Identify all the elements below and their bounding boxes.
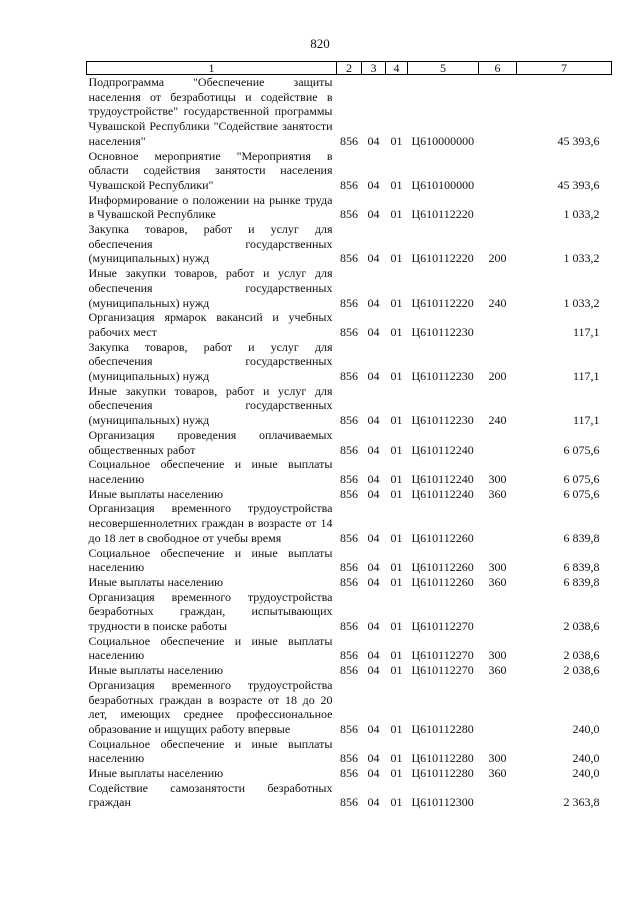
row-name: Организация временного трудоустройства безработных граждан, испытывающих трудности в поиске работы [88, 589, 333, 634]
row-name: Организация временного трудоустройства безработных граждан в возрасте от 18 до 20 лет, имеющих среднее профессиональное образование и ищущих работу впервые [88, 677, 333, 736]
row-section-code: 04 [367, 295, 380, 310]
row-ministry-code: 856 [340, 766, 358, 781]
table-row [87, 222, 612, 266]
row-ministry-code: 856 [340, 413, 358, 428]
header-col-2: 2 [337, 62, 362, 75]
row-name: Содействие самозанятости безработных граждан [88, 780, 333, 810]
row-amount: 6 075,6 [563, 471, 600, 486]
row-section-code: 04 [367, 663, 380, 678]
header-col-5: 5 [408, 62, 479, 75]
row-ministry-code: 856 [340, 560, 358, 575]
table-row [87, 663, 612, 678]
row-amount: 2 038,6 [563, 619, 600, 634]
row-expense-type: 300 [488, 751, 507, 766]
row-amount: 240,0 [572, 751, 600, 766]
row-section-code: 04 [367, 721, 380, 736]
row-subsection-code: 01 [390, 251, 403, 266]
row-subsection-code: 01 [390, 574, 403, 589]
row-subsection-code: 01 [390, 369, 403, 384]
row-section-code: 04 [367, 486, 380, 501]
table-row [87, 590, 612, 634]
row-ministry-code: 856 [340, 369, 358, 384]
row-ministry-code: 856 [340, 574, 358, 589]
row-section-code: 04 [367, 442, 380, 457]
row-expense-type [479, 781, 517, 810]
row-subsection-code: 01 [390, 530, 403, 545]
row-section-code: 04 [367, 619, 380, 634]
header-col-7: 7 [517, 62, 612, 75]
row-section-code: 04 [367, 648, 380, 663]
row-target-article: Ц610112220 [411, 295, 474, 310]
row-expense-type: 240 [488, 295, 507, 310]
row-ministry-code: 856 [340, 295, 358, 310]
row-subsection-code: 01 [390, 324, 403, 339]
row-amount: 6 839,8 [563, 560, 600, 575]
row-amount: 6 839,8 [563, 574, 600, 589]
row-name: Организация ярмарок вакансий и учебных рабочих мест [88, 310, 333, 339]
row-name: Основное мероприятие "Мероприятия в области содействия занятости населения Чувашской Республики" [88, 148, 333, 192]
row-target-article: Ц610112270 [411, 619, 474, 634]
row-subsection-code: 01 [390, 486, 403, 501]
row-section-code: 04 [367, 560, 380, 575]
row-section-code: 04 [367, 751, 380, 766]
table-row [87, 501, 612, 545]
row-expense-type: 300 [488, 560, 507, 575]
row-target-article: Ц610112280 [411, 751, 474, 766]
table-row [87, 266, 612, 310]
row-target-article: Ц610112270 [411, 663, 474, 678]
row-amount: 45 393,6 [557, 177, 600, 192]
row-amount: 1 033,2 [563, 295, 600, 310]
row-name: Иные закупки товаров, работ и услуг для обеспечения государственных (муниципальных) нужд [88, 383, 333, 428]
row-expense-type [479, 193, 517, 222]
row-name: Социальное обеспечение и иные выплаты населению [88, 457, 333, 486]
row-section-code: 04 [367, 177, 380, 192]
page-number: 820 [310, 36, 330, 51]
table-row [87, 193, 612, 222]
row-amount: 2 363,8 [563, 795, 600, 810]
row-subsection-code: 01 [390, 648, 403, 663]
row-expense-type: 300 [488, 648, 507, 663]
row-expense-type: 240 [488, 413, 507, 428]
row-target-article: Ц610112260 [411, 530, 474, 545]
row-expense-type [479, 590, 517, 634]
header-col-6: 6 [479, 62, 517, 75]
row-amount: 2 038,6 [563, 663, 600, 678]
row-name: Закупка товаров, работ и услуг для обеспечения государственных (муниципальных) нужд [88, 339, 333, 384]
row-expense-type [479, 501, 517, 545]
row-ministry-code: 856 [340, 530, 358, 545]
row-expense-type: 300 [488, 471, 507, 486]
row-section-code: 04 [367, 369, 380, 384]
row-amount: 117,1 [572, 324, 600, 339]
row-subsection-code: 01 [390, 177, 403, 192]
row-section-code: 04 [367, 413, 380, 428]
table-row [87, 737, 612, 766]
row-name: Иные выплаты населению [88, 663, 224, 678]
row-expense-type: 360 [488, 663, 507, 678]
row-name: Информирование о положении на рынке труда в Чувашской Республике [88, 192, 333, 222]
row-amount: 1 033,2 [563, 207, 600, 222]
row-section-code: 04 [367, 530, 380, 545]
row-target-article: Ц610112240 [411, 471, 474, 486]
row-section-code: 04 [367, 133, 380, 148]
row-amount: 117,1 [572, 413, 600, 428]
row-ministry-code: 856 [340, 251, 358, 266]
row-target-article: Ц610112260 [411, 560, 474, 575]
row-expense-type: 360 [488, 766, 507, 781]
row-expense-type: 360 [488, 486, 507, 501]
row-subsection-code: 01 [390, 442, 403, 457]
table-header-row [87, 62, 612, 75]
row-name: Иные выплаты населению [88, 486, 224, 501]
row-expense-type [479, 149, 517, 193]
row-amount: 6 839,8 [563, 530, 600, 545]
row-target-article: Ц610112230 [411, 413, 474, 428]
row-ministry-code: 856 [340, 795, 358, 810]
table-row [87, 487, 612, 502]
row-ministry-code: 856 [340, 471, 358, 486]
row-name: Подпрограмма "Обеспечение защиты населения от безработицы и содействие в трудоустройстве" государственной программы Чувашской Республики "Содействие занятости населения" [88, 75, 333, 148]
row-section-code: 04 [367, 324, 380, 339]
row-subsection-code: 01 [390, 721, 403, 736]
row-expense-type [479, 310, 517, 339]
table-body [87, 75, 612, 811]
row-name: Организация временного трудоустройства несовершеннолетних граждан в возрасте от 14 до 18 лет в свободное от учебы время [88, 501, 333, 545]
row-subsection-code: 01 [390, 560, 403, 575]
row-target-article: Ц610000000 [411, 133, 475, 148]
row-amount: 1 033,2 [563, 251, 600, 266]
table-row [87, 634, 612, 663]
table-row [87, 428, 612, 457]
row-name: Иные выплаты населению [88, 766, 224, 781]
row-expense-type [479, 75, 517, 149]
row-target-article: Ц610112300 [411, 795, 474, 810]
row-section-code: 04 [367, 766, 380, 781]
row-subsection-code: 01 [390, 295, 403, 310]
row-section-code: 04 [367, 795, 380, 810]
table-row [87, 546, 612, 575]
row-section-code: 04 [367, 574, 380, 589]
row-section-code: 04 [367, 207, 380, 222]
row-ministry-code: 856 [340, 324, 358, 339]
row-target-article: Ц610112230 [411, 369, 474, 384]
row-subsection-code: 01 [390, 413, 403, 428]
row-target-article: Ц610112260 [411, 574, 474, 589]
row-ministry-code: 856 [340, 207, 358, 222]
row-amount: 2 038,6 [563, 648, 600, 663]
header-col-4: 4 [386, 62, 408, 75]
row-subsection-code: 01 [390, 766, 403, 781]
row-name: Социальное обеспечение и иные выплаты населению [88, 736, 333, 766]
row-ministry-code: 856 [340, 648, 358, 663]
row-ministry-code: 856 [340, 177, 358, 192]
row-amount: 6 075,6 [563, 486, 600, 501]
table-row [87, 75, 612, 149]
row-target-article: Ц610112270 [411, 648, 474, 663]
table-row [87, 766, 612, 781]
row-target-article: Ц610112240 [411, 486, 474, 501]
row-section-code: 04 [367, 251, 380, 266]
row-subsection-code: 01 [390, 471, 403, 486]
table-row [87, 384, 612, 428]
row-expense-type: 200 [488, 251, 507, 266]
row-expense-type: 360 [488, 574, 507, 589]
table-row [87, 310, 612, 339]
table-row [87, 457, 612, 486]
row-name: Социальное обеспечение и иные выплаты населению [88, 633, 333, 663]
row-amount: 240,0 [572, 721, 600, 736]
row-amount: 117,1 [572, 369, 600, 384]
header-col-1: 1 [87, 62, 337, 75]
row-section-code: 04 [367, 471, 380, 486]
row-name: Иные закупки товаров, работ и услуг для обеспечения государственных (муниципальных) нужд [88, 266, 333, 310]
row-subsection-code: 01 [390, 133, 403, 148]
row-amount: 240,0 [572, 766, 600, 781]
row-expense-type: 200 [488, 369, 507, 384]
table-row [87, 340, 612, 384]
table-row [87, 575, 612, 590]
table-row [87, 781, 612, 810]
row-ministry-code: 856 [340, 751, 358, 766]
row-name: Социальное обеспечение и иные выплаты населению [88, 545, 333, 575]
table-row [87, 678, 612, 737]
row-amount: 6 075,6 [563, 442, 600, 457]
row-subsection-code: 01 [390, 619, 403, 634]
row-target-article: Ц610112240 [411, 442, 474, 457]
budget-table [86, 61, 612, 810]
table-row [87, 149, 612, 193]
row-target-article: Ц610112220 [411, 207, 474, 222]
row-target-article: Ц610100000 [411, 177, 475, 192]
row-name: Организация проведения оплачиваемых общественных работ [88, 427, 333, 457]
row-subsection-code: 01 [390, 751, 403, 766]
header-col-3: 3 [362, 62, 386, 75]
row-subsection-code: 01 [390, 207, 403, 222]
row-ministry-code: 856 [340, 133, 358, 148]
row-target-article: Ц610112220 [411, 251, 474, 266]
row-ministry-code: 856 [340, 619, 358, 634]
row-name: Закупка товаров, работ и услуг для обеспечения государственных (муниципальных) нужд [88, 222, 333, 266]
row-ministry-code: 856 [340, 442, 358, 457]
row-ministry-code: 856 [340, 486, 358, 501]
row-target-article: Ц610112280 [411, 721, 474, 736]
row-expense-type [479, 678, 517, 737]
row-name: Иные выплаты населению [88, 574, 224, 589]
row-ministry-code: 856 [340, 721, 358, 736]
row-subsection-code: 01 [390, 795, 403, 810]
row-target-article: Ц610112230 [411, 324, 474, 339]
row-amount: 45 393,6 [557, 133, 600, 148]
row-expense-type [479, 428, 517, 457]
row-target-article: Ц610112280 [411, 766, 474, 781]
row-subsection-code: 01 [390, 663, 403, 678]
row-ministry-code: 856 [340, 663, 358, 678]
